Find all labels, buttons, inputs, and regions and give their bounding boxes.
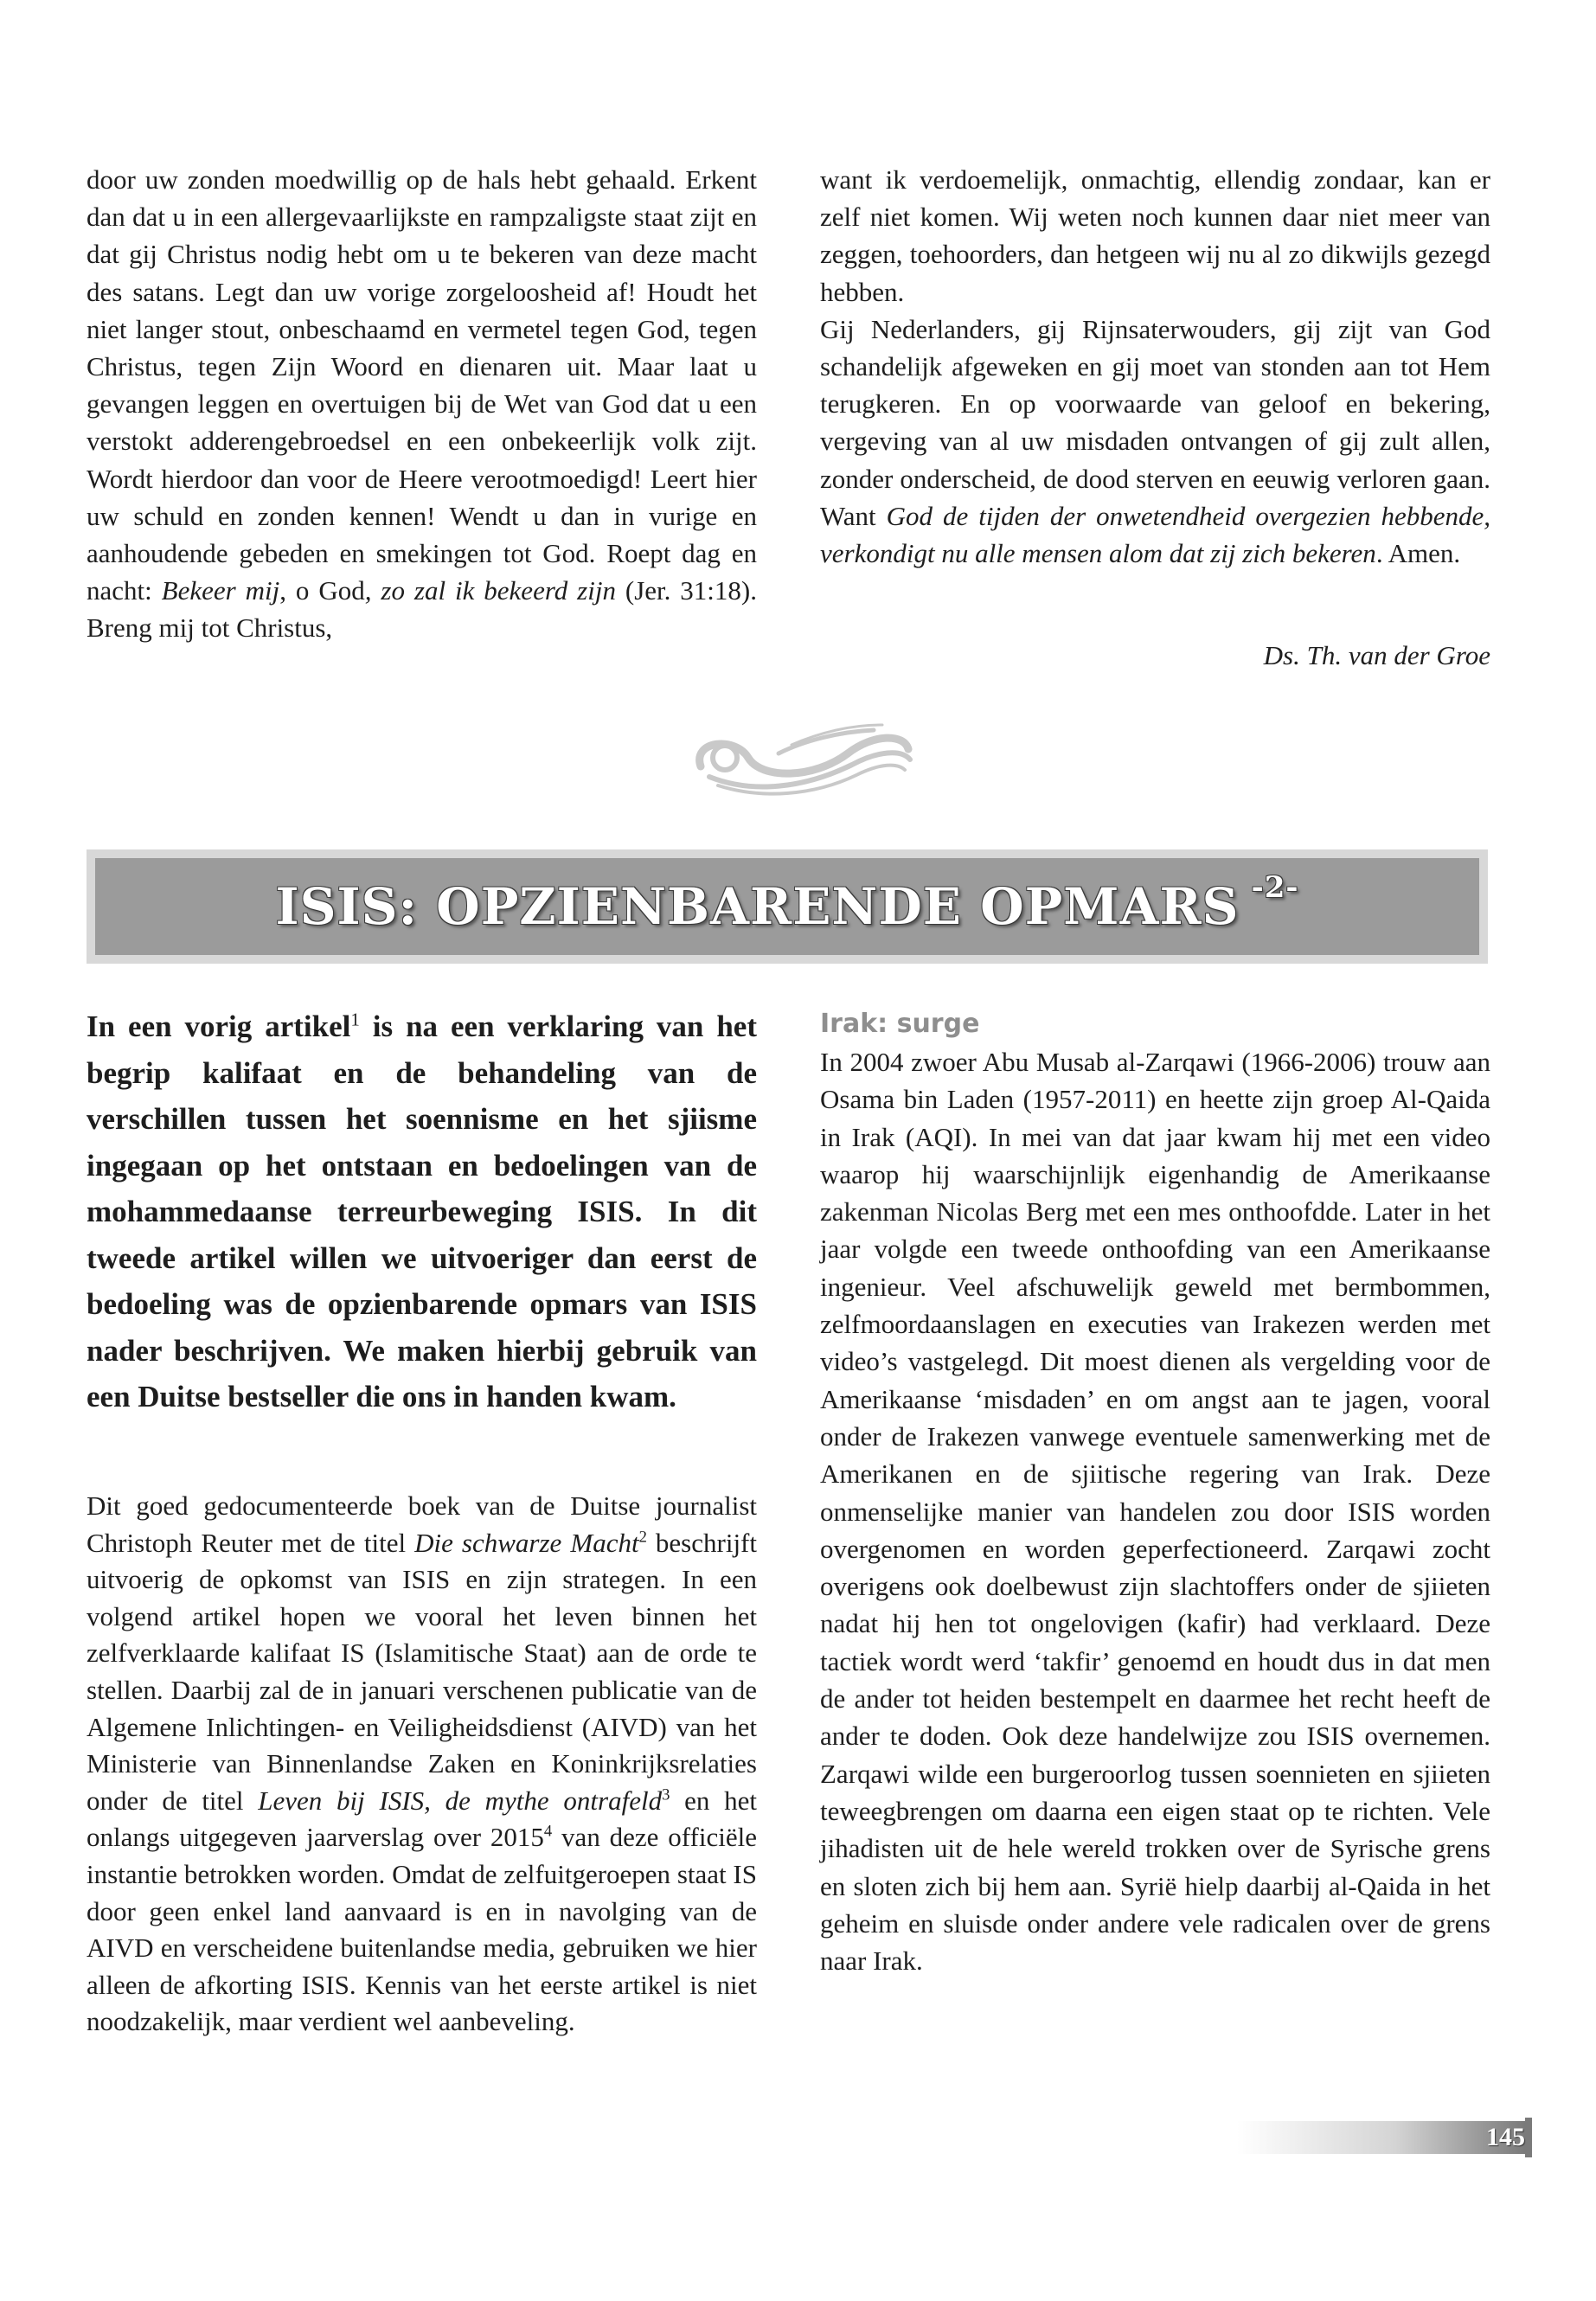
footnote-ref-4: 4 <box>543 1823 553 1842</box>
body-left-column <box>87 1488 757 2041</box>
page-number-bar <box>1237 2121 1525 2154</box>
footnote-ref-2: 2 <box>638 1528 647 1547</box>
subheading: Irak: surge <box>820 1009 980 1039</box>
top-right-paragraph-1: want ik verdoemelijk, onmachtig, ellendig zondaar, kan er zelf niet komen. Wij weten noch kunnen daar niet meer van zeggen, toehoorders, dan hetgeen wij nu al zo dikwijls gezegd hebben. <box>820 164 1490 307</box>
body-left-paragraph: Dit goed gedocumenteerde boek van de Duitse journalist Christoph Reuter met de titel Die schwarze Macht$^2$ beschrijft uitvoerig de opkomst van ISIS en zijn strategen. In een volgend artikel hopen we vooral het leven binnen het zelfverklaarde kalifaat IS (Islamitische Staat) aan de orde te stellen. Daarbij zal de in januari verschenen publicatie van de Algemene Inlichtingen- en Veiligheidsdienst (AIVD) van het Ministerie van Binnenlandse Zaken en Koninkrijksrelaties onder de titel Leven bij ISIS, de mythe ontrafeld$^3$ en het onlangs uitgegeven jaarverslag over 2015$^4$ van deze officiële instantie betrokken worden. Omdat de zelfuitgeroepen staat IS door geen enkel land aanvaard is en in navolging van de AIVD en verscheidene buitenlandse media, gebruiken we hier alleen de afkorting ISIS. Kennis van het eerste artikel is niet noodzakelijk, maar verdient wel aanbeveling. <box>87 1490 757 2037</box>
top-left-paragraph: door uw zonden moedwillig op de hals hebt gehaald. Erkent dan dat u in een allergevaarlijkste en rampzaligste staat zijt en dat gij Christus nodig hebt om u te bekeren van deze macht des satans. Legt dan uw vorige zorgeloosheid af! Houdt het niet langer stout, onbeschaamd en vermetel tegen God, tegen Christus, tegen Zijn Woord en dienaren uit. Maar laat u gevangen leggen en overtuigen bij de Wet van God dat u een verstokt adderengebroedsel en een onbekeerlijk volk zijt. Wordt hierdoor dan voor de Heere verootmoedigd! Leert hier uw schuld en zonden kennen! Wendt u dan in vurige en aanhoudende gebeden en smekingen tot God. Roept dag en nacht: Bekeer mij, o God, zo zal ik bekeerd zijn (Jer. 31:18). Breng mij tot Christus, <box>87 164 757 644</box>
top-right-paragraph-2: Gij Nederlanders, gij Rijnsaterwouders, gij zijt van God schandelijk afgeweken en gij moet van stonden aan tot Hem terugkeren. En op voorwaarde van geloof en bekering, vergeving van al uw misdaden ontvangen of gij zult allen, zonder onderscheid, de dood sterven en eeuwig verloren gaan. Want God de tijden der onwetendheid overgezien hebbende, verkondigt nu alle mensen alom dat zij zich bekeren. Amen. <box>820 313 1490 569</box>
top-left-column <box>87 161 757 647</box>
page-number: 145 <box>1486 2123 1525 2151</box>
lead-paragraph: In een vorig artikel$^1$ is na een verklaring van het begrip kalifaat en de behandeling van de verschillen tussen het soennisme en het sjiisme ingegaan op het ontstaan en bedoelingen van de mohammedaanse terreurbeweging ISIS. In dit tweede artikel willen we uitvoeriger dan eerst de bedoeling was de opzienbarende opmars van ISIS nader beschrijven. We maken hierbij gebruik van een Duitse bestseller die ons in handen kwam. <box>87 1009 757 1413</box>
footnote-ref-3: 3 <box>662 1785 670 1804</box>
body-right-paragraph: In 2004 zwoer Abu Musab al-Zarqawi (1966-2006) trouw aan Osama bin Laden (1957-2011) en heette zijn groep Al-Qaida in Irak (AQI). In mei van dat jaar kwam hij met een video waarop hij waarschijnlijk eigenhandig de Amerikaanse zakenman Nicolas Berg met een mes onthoofdde. Later in het jaar volgde een tweede onthoofding van een Amerikaanse ingenieur. Veel afschuwelijk geweld met bermbommen, zelfmoordaanslagen en executies van Irakezen werden met video’s vastgelegd. Dit moest dienen als vergelding voor de Amerikaanse ‘misdaden’ en om angst aan te jagen, vooral onder de Irakezen vanwege eventuele samenwerking met de Amerikanen en de sjiitische regering van Irak. Deze onmenselijke manier van handelen zou door ISIS worden overgenomen en worden geperfectioneerd. Zarqawi zocht overigens ook doelbewust zijn slachtoffers onder de sjiieten nadat hij hen tot ongelovigen (kafir) had verklaard. Deze tactiek wordt werd ‘takfir’ genoemd en houdt dus in dat men de ander tot heiden bestempelt en daarmee het recht heeft de ander te doden. Ook deze handelwijze zou ISIS overnemen. Zarqawi wilde een burgeroorlog tussen soennieten en sjiieten teweegbrengen om daarna een eigen staat op te richten. Vele jihadisten uit de hele wereld trokken over de Syrische grens en sloten zich bij hem aan. Syrië hielp daarbij al-Qaida in het geheim en sluisde onder andere vele radicalen over de grens naar Irak. <box>820 1047 1490 1977</box>
section-title: ISIS: OPZIENBARENDE OPMARS $^{-2-}$ <box>275 870 1299 936</box>
banner-inner <box>95 858 1479 955</box>
swirl-ornament-icon <box>675 715 926 801</box>
section-title-banner <box>87 849 1488 964</box>
part-number: -2- <box>1251 870 1299 905</box>
top-right-column <box>820 161 1490 572</box>
author-signature: Ds. Th. van der Groe <box>1263 640 1490 670</box>
body-right-column <box>820 1043 1490 1979</box>
page-number-bar-end <box>1525 2118 1532 2157</box>
footnote-ref-1: 1 <box>350 1009 360 1030</box>
